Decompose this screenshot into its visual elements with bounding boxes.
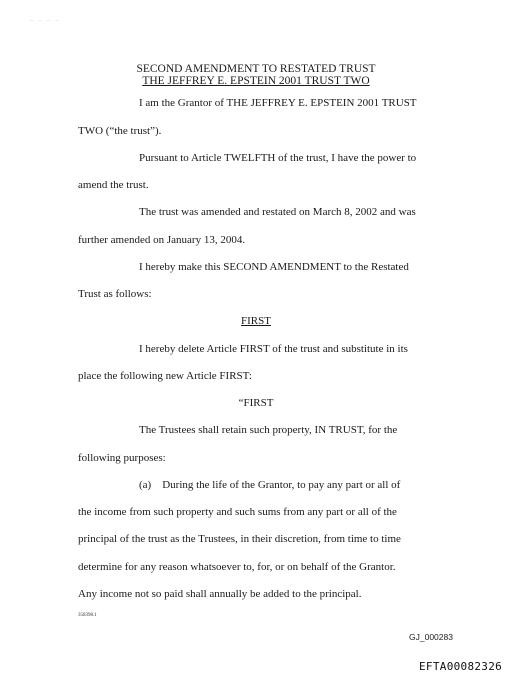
section-heading: FIRST: [241, 315, 271, 327]
article-heading: “FIRST: [238, 397, 274, 409]
body-line: The Trustees shall retain such property, IN TRUST, for the: [139, 424, 398, 436]
scan-artifact: – – – –: [30, 18, 61, 24]
body-line: Pursuant to Article TWELFTH of the trust, I have the power to: [139, 152, 417, 164]
body-line: further amended on January 13, 2004.: [78, 234, 246, 246]
body-line: I hereby delete Article FIRST of the trust and substitute in its: [139, 343, 408, 355]
document-number: 358398.1: [78, 613, 97, 618]
body-line: following purposes:: [78, 452, 166, 464]
body-line: the income from such property and such sums from any part or all of the: [78, 506, 397, 518]
bates-number-gj: GJ_000283: [409, 632, 453, 642]
body-line: amend the trust.: [78, 179, 149, 191]
body-line: TWO (“the trust”).: [78, 125, 162, 137]
body-line: place the following new Article FIRST:: [78, 370, 252, 382]
body-line: Any income not so paid shall annually be added to the principal.: [78, 588, 362, 600]
body-line: principal of the trust as the Trustees, in their discretion, from time to time: [78, 533, 401, 545]
body-line: The trust was amended and restated on March 8, 2002 and was: [139, 206, 416, 218]
body-line: I hereby make this SECOND AMENDMENT to the Restated: [139, 261, 409, 273]
document-title: SECOND AMENDMENT TO RESTATED TRUST: [136, 63, 376, 75]
body-line: (a) During the life of the Grantor, to pay any part or all of: [139, 479, 401, 491]
bates-number-efta: EFTA00082326: [419, 660, 503, 673]
body-line: I am the Grantor of THE JEFFREY E. EPSTEIN 2001 TRUST: [139, 97, 417, 109]
document-subtitle: THE JEFFREY E. EPSTEIN 2001 TRUST TWO: [142, 75, 370, 87]
body-line: determine for any reason whatsoever to, for, or on behalf of the Grantor.: [78, 561, 396, 573]
body-line: Trust as follows:: [78, 288, 152, 300]
